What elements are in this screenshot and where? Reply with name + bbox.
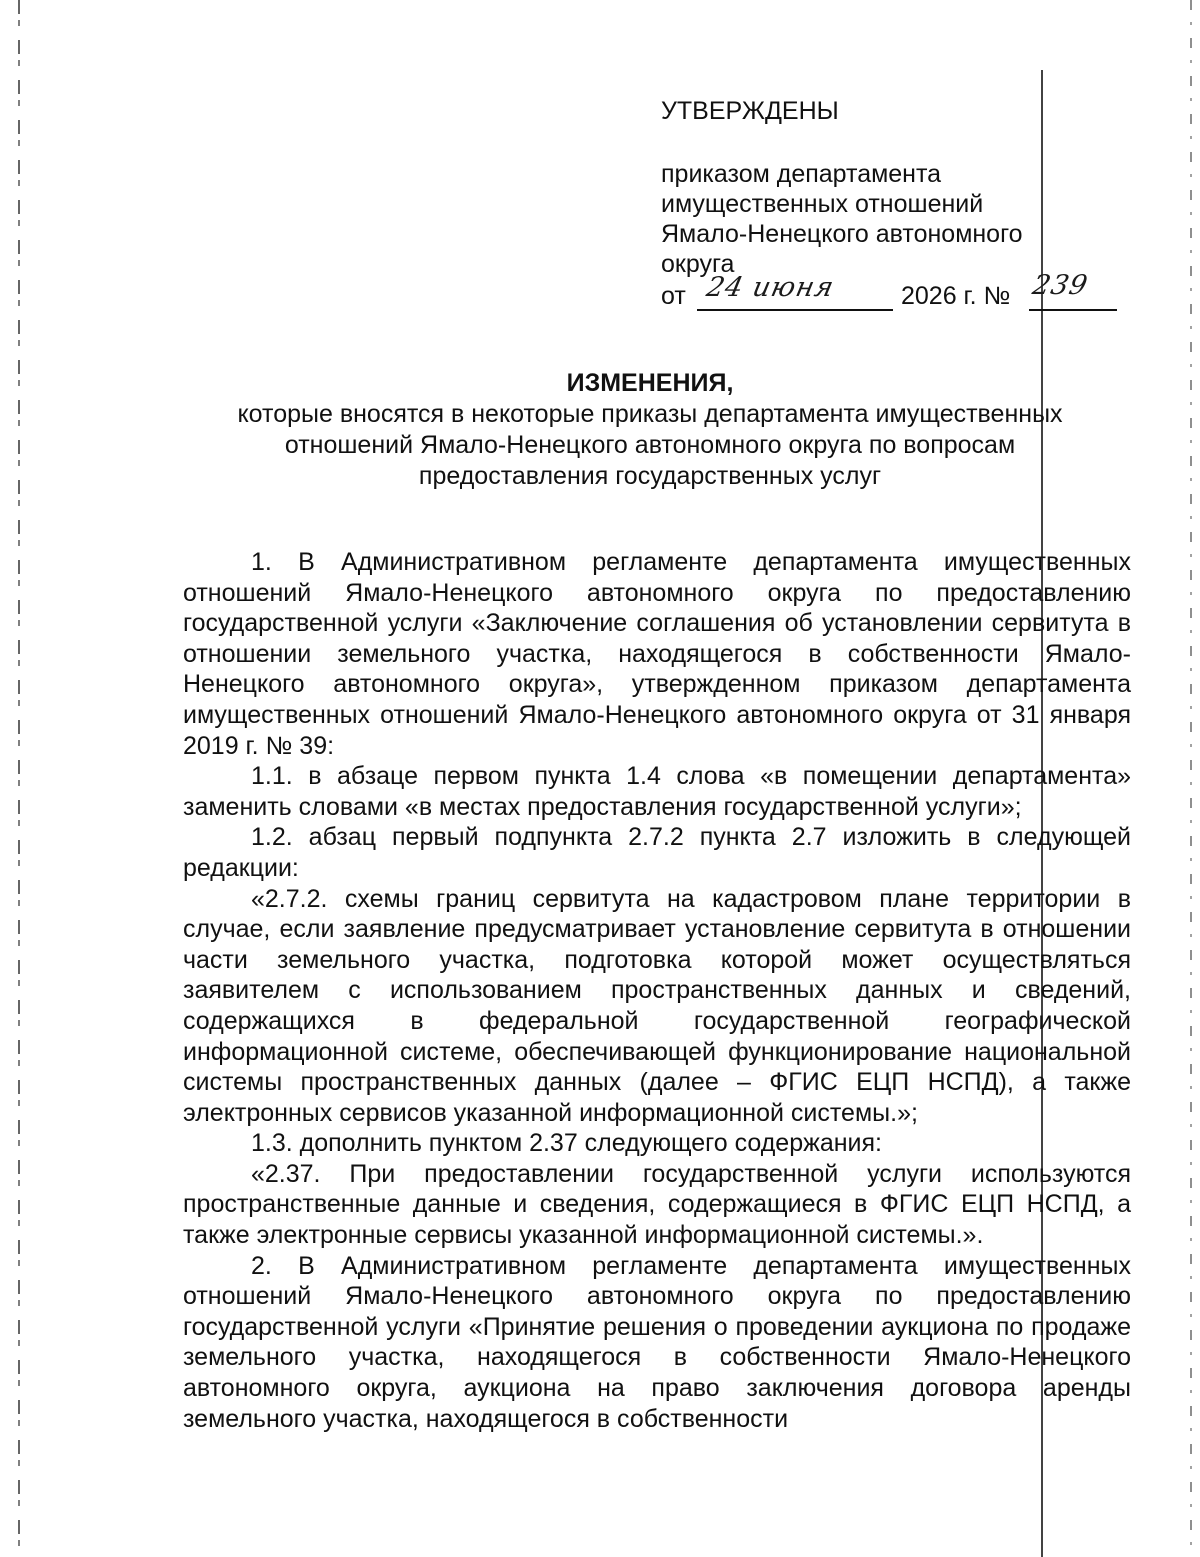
handwritten-date: 24 июня <box>703 272 838 303</box>
paragraph: 2. В Административном регламенте департамента имущественных отношений Ямало-Ненецкого автономного округа по предоставлению государственной услуги «Принятие решения о проведении аукциона по продаже земельного участка, находящегося в собственности Ямало-Ненецкого автономного округа, аукциона на право заключения договора аренды земельного участка, находящегося в собственности <box>183 1251 1131 1433</box>
paragraph: 1.2. абзац первый подпункта 2.7.2 пункта 2.7 изложить в следующей редакции: <box>183 823 1131 882</box>
document-body <box>183 547 1131 1434</box>
paragraph: 1.1. в абзаце первом пункта 1.4 слова «в помещении департамента» заменить словами «в местах предоставления государственной услуги»; <box>183 762 1131 821</box>
paragraph: 1.3. дополнить пунктом 2.37 следующего содержания: <box>251 1129 882 1158</box>
approval-line: имущественных отношений <box>661 190 984 218</box>
document-heading <box>150 368 1150 492</box>
approval-line: округа <box>661 250 735 278</box>
heading-subtitle-line: которые вносятся в некоторые приказы департамента имущественных <box>237 400 1063 428</box>
handwritten-number: 239 <box>1029 270 1091 301</box>
approval-line: приказом департамента <box>661 160 942 188</box>
date-prefix: от <box>661 282 686 310</box>
year-number-label: 2026 г. № <box>901 282 1011 310</box>
scan-edge-left <box>18 0 20 1557</box>
approval-block <box>661 96 1161 313</box>
paragraph: 1. В Административном регламенте департамента имущественных отношений Ямало-Ненецкого автономного округа по предоставлению государственной услуги «Заключение соглашения об установлении сервитута в отношении земельного участка, находящегося в собственности Ямало-Ненецкого автономного округа», утвержденном приказом департамента имущественных отношений Ямало-Ненецкого автономного округа от 31 января 2019 г. № 39: <box>183 548 1131 760</box>
date-underline <box>697 309 893 311</box>
heading-title: ИЗМЕНЕНИЯ, <box>566 369 734 397</box>
approval-line: Ямало-Ненецкого автономного <box>661 220 1023 248</box>
number-underline <box>1029 309 1117 311</box>
heading-subtitle-line: предоставления государственных услуг <box>418 462 882 490</box>
approval-title: УТВЕРЖДЕНЫ <box>661 97 839 125</box>
approval-date-row <box>661 270 1161 313</box>
paragraph: «2.37. При предоставлении государственной услуги используются пространственные данные и сведения, содержащиеся в ФГИС ЕЦП НСПД, а также электронные сервисы указанной информационной системы.». <box>183 1159 1131 1250</box>
paragraph: «2.7.2. схемы границ сервитута на кадастровом плане территории в случае, если заявление предусматривает установление сервитута в отношении части земельного участка, подготовка которой может осуществляться заявителем с использованием пространственных данных и сведений, содержащихся в федеральной государственной географической информационной системе, обеспечивающей функционирование национальной системы пространственных данных (далее – ФГИС ЕЦП НСПД), а также электронных сервисов указанной информационной системы.»; <box>183 884 1131 1127</box>
scan-edge-right <box>1190 0 1192 1557</box>
heading-subtitle-line: отношений Ямало-Ненецкого автономного округа по вопросам <box>284 431 1016 459</box>
